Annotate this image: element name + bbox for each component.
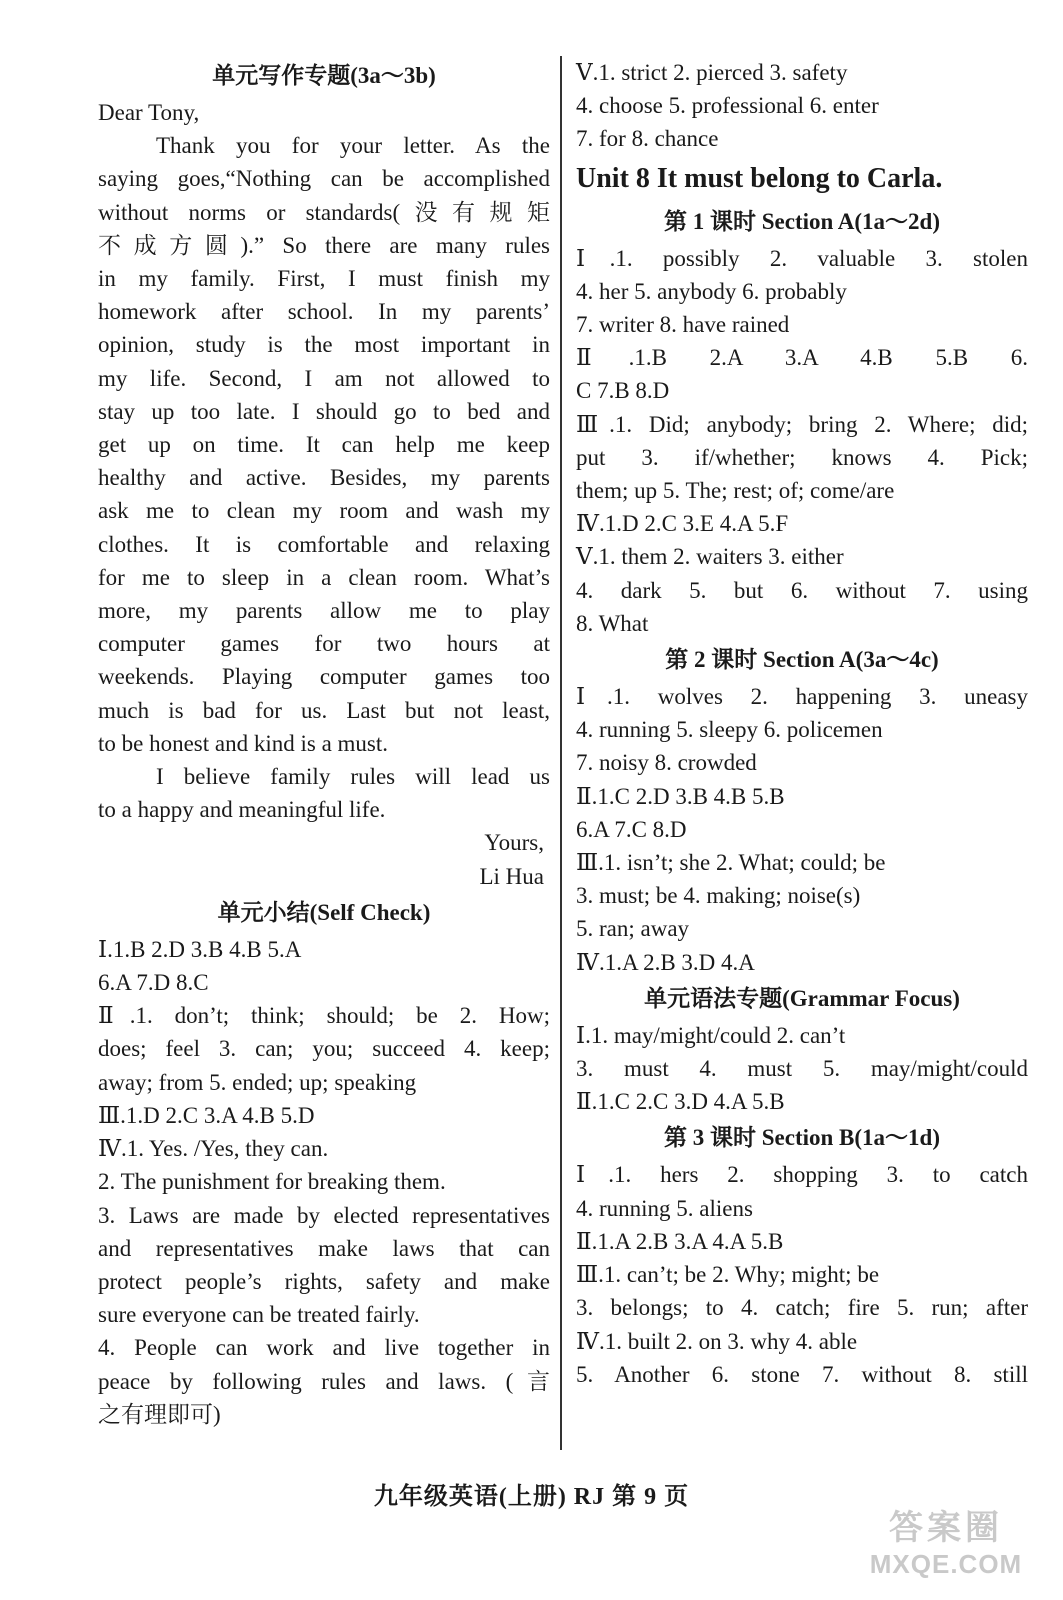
answer-line: protect people’s rights, safety and make — [98, 1268, 550, 1294]
letter-line: ask me to clean my room and wash my — [98, 498, 550, 524]
answer-line: Ⅳ.1. Yes. /Yes, they can. — [98, 1136, 329, 1162]
lesson3-answers — [576, 1158, 1028, 1390]
letter-line: my life. Second, I am not allowed to — [98, 365, 550, 391]
self-check-title: 单元小结(Self Check) — [217, 899, 431, 925]
letter-line: weekends. Playing computer games too — [98, 664, 550, 690]
left-column — [98, 56, 550, 1431]
answer-line: Ⅲ.1.D 2.C 3.A 4.B 5.D — [98, 1102, 315, 1128]
answer-line: Ⅲ.1. isn’t; she 2. What; could; be — [576, 850, 886, 876]
lesson2-title: 第 2 课时 Section A(3a～4c) — [665, 647, 939, 673]
letter-line: much is bad for us. Last but not least, — [98, 697, 550, 723]
answer-line: 3. Laws are made by elected representatives — [98, 1202, 550, 1228]
answer-line: and representatives make laws that can — [98, 1235, 550, 1261]
answer-line: 4. dark 5. but 6. without 7. using — [576, 577, 1028, 603]
letter-line: Thank you for your letter. As the — [156, 133, 550, 159]
answer-line: 4. running 5. sleepy 6. policemen — [576, 717, 883, 743]
watermark-logo-text: 答案圈 — [889, 1510, 1003, 1547]
letter-line: more, my parents allow me to play — [98, 598, 550, 624]
answer-line: 7. for 8. chance — [576, 126, 719, 152]
lesson2-answers — [576, 680, 1028, 979]
answer-line: 5. ran; away — [576, 916, 690, 942]
answer-line: Ⅰ.1. may/might/could 2. can’t — [576, 1022, 846, 1048]
answer-line: put 3. if/whether; knows 4. Pick; — [576, 444, 1028, 470]
answer-line: Ⅰ.1.B 2.D 3.B 4.B 5.A — [98, 936, 302, 962]
answer-line: Ⅰ.1. possibly 2. valuable 3. stolen — [576, 245, 1028, 271]
letter-line: in my family. First, I must finish my — [98, 266, 550, 292]
lesson1-answers — [576, 242, 1028, 640]
lesson3-title: 第 3 课时 Section B(1a～1d) — [664, 1125, 940, 1151]
answer-line: C 7.B 8.D — [576, 378, 670, 404]
answer-line: 7. noisy 8. crowded — [576, 750, 757, 776]
answer-line: Ⅰ.1. hers 2. shopping 3. to catch — [576, 1162, 1028, 1188]
answer-line: Ⅳ.1.A 2.B 3.D 4.A — [576, 949, 755, 975]
answer-line: 4. running 5. aliens — [576, 1195, 753, 1221]
letter-line: homework after school. In my parents’ — [98, 299, 550, 325]
grammar-answers — [576, 1019, 1028, 1119]
letter-body — [98, 129, 550, 826]
answer-line: Ⅱ.1.C 2.C 3.D 4.A 5.B — [576, 1089, 785, 1115]
answer-line: 4. People can work and live together in — [98, 1335, 550, 1361]
answer-line: does; feel 3. can; you; succeed 4. keep; — [98, 1036, 550, 1062]
answer-line: 3. must 4. must 5. may/might/could — [576, 1056, 1028, 1082]
answer-line: 4. choose 5. professional 6. enter — [576, 93, 879, 119]
column-divider — [560, 56, 562, 1450]
answer-line: 之有理即可) — [98, 1401, 221, 1427]
answer-line: Ⅱ.1.B 2.A 3.A 4.B 5.B 6. — [576, 345, 1028, 371]
letter-line: stay up too late. I should go to bed and — [98, 398, 550, 424]
letter-line: to be honest and kind is a must. — [98, 730, 389, 756]
letter-signature: Li Hua — [479, 863, 544, 889]
unit-title: Unit 8 It must belong to Carla. — [576, 162, 943, 194]
answer-line: them; up 5. The; rest; of; come/are — [576, 478, 895, 504]
answer-line: 7. writer 8. have rained — [576, 312, 790, 338]
letter-line: I believe family rules will lead us — [156, 764, 550, 790]
answer-line: Ⅳ.1.D 2.C 3.E 4.A 5.F — [576, 511, 789, 537]
answer-line: sure everyone can be treated fairly. — [98, 1302, 420, 1328]
letter-line: for me to sleep in a clean room. What’s — [98, 564, 550, 590]
answer-line: peace by following rules and laws. (言 — [98, 1368, 550, 1394]
letter-line: without norms or standards(没有规矩 — [98, 199, 550, 225]
answer-line: Ⅱ.1. don’t; think; should; be 2. How; — [98, 1003, 550, 1029]
answer-line: Ⅴ.1. them 2. waiters 3. either — [576, 544, 844, 570]
answer-line: 8. What — [576, 610, 649, 636]
unit7-remaining-answers — [576, 56, 1028, 156]
self-check-answers — [98, 933, 550, 1431]
watermark-url: MXQE.COM — [869, 1549, 1023, 1579]
letter-line: healthy and active. Besides, my parents — [98, 465, 550, 491]
watermark-logo — [851, 1500, 1041, 1590]
answer-line: away; from 5. ended; up; speaking — [98, 1069, 417, 1095]
letter-line: get up on time. It can help me keep — [98, 432, 550, 458]
letter-line: saying goes,“Nothing can be accomplished — [98, 166, 550, 192]
letter-closing: Yours, — [484, 830, 544, 856]
answer-line: 3. belongs; to 4. catch; fire 5. run; after — [576, 1295, 1028, 1321]
answer-line: 5. Another 6. stone 7. without 8. still — [576, 1361, 1028, 1387]
lesson1-title: 第 1 课时 Section A(1a～2d) — [664, 208, 940, 234]
page-footer: 九年级英语(上册) RJ 第 9 页 — [373, 1484, 690, 1510]
right-column — [576, 56, 1028, 1391]
letter-greeting: Dear Tony, — [98, 100, 200, 125]
answer-line: 3. must; be 4. making; noise(s) — [576, 883, 861, 909]
answer-line: Ⅱ.1.C 2.D 3.B 4.B 5.B — [576, 783, 785, 809]
grammar-focus-title: 单元语法专题(Grammar Focus) — [644, 985, 960, 1011]
writing-section-title: 单元写作专题(3a～3b) — [212, 63, 436, 88]
letter-line: computer games for two hours at — [98, 631, 550, 657]
answer-line: Ⅲ.1. can’t; be 2. Why; might; be — [576, 1262, 880, 1288]
answer-line: Ⅳ.1. built 2. on 3. why 4. able — [576, 1328, 858, 1354]
answer-line: 6.A 7.D 8.C — [98, 970, 209, 996]
letter-line: 不成方圆).” So there are many rules — [98, 232, 550, 258]
letter-line: clothes. It is comfortable and relaxing — [98, 531, 550, 557]
answer-line: Ⅲ.1. Did; anybody; bring 2. Where; did; — [576, 411, 1028, 437]
answer-line: 4. her 5. anybody 6. probably — [576, 278, 847, 304]
answer-line: 2. The punishment for breaking them. — [98, 1169, 446, 1195]
answer-line: 6.A 7.C 8.D — [576, 816, 687, 842]
letter-line: opinion, study is the most important in — [98, 332, 550, 358]
letter-line: to a happy and meaningful life. — [98, 797, 386, 823]
answer-line: Ⅴ.1. strict 2. pierced 3. safety — [576, 60, 848, 85]
answer-line: Ⅱ.1.A 2.B 3.A 4.A 5.B — [576, 1228, 784, 1254]
answer-line: Ⅰ.1. wolves 2. happening 3. uneasy — [576, 684, 1028, 710]
